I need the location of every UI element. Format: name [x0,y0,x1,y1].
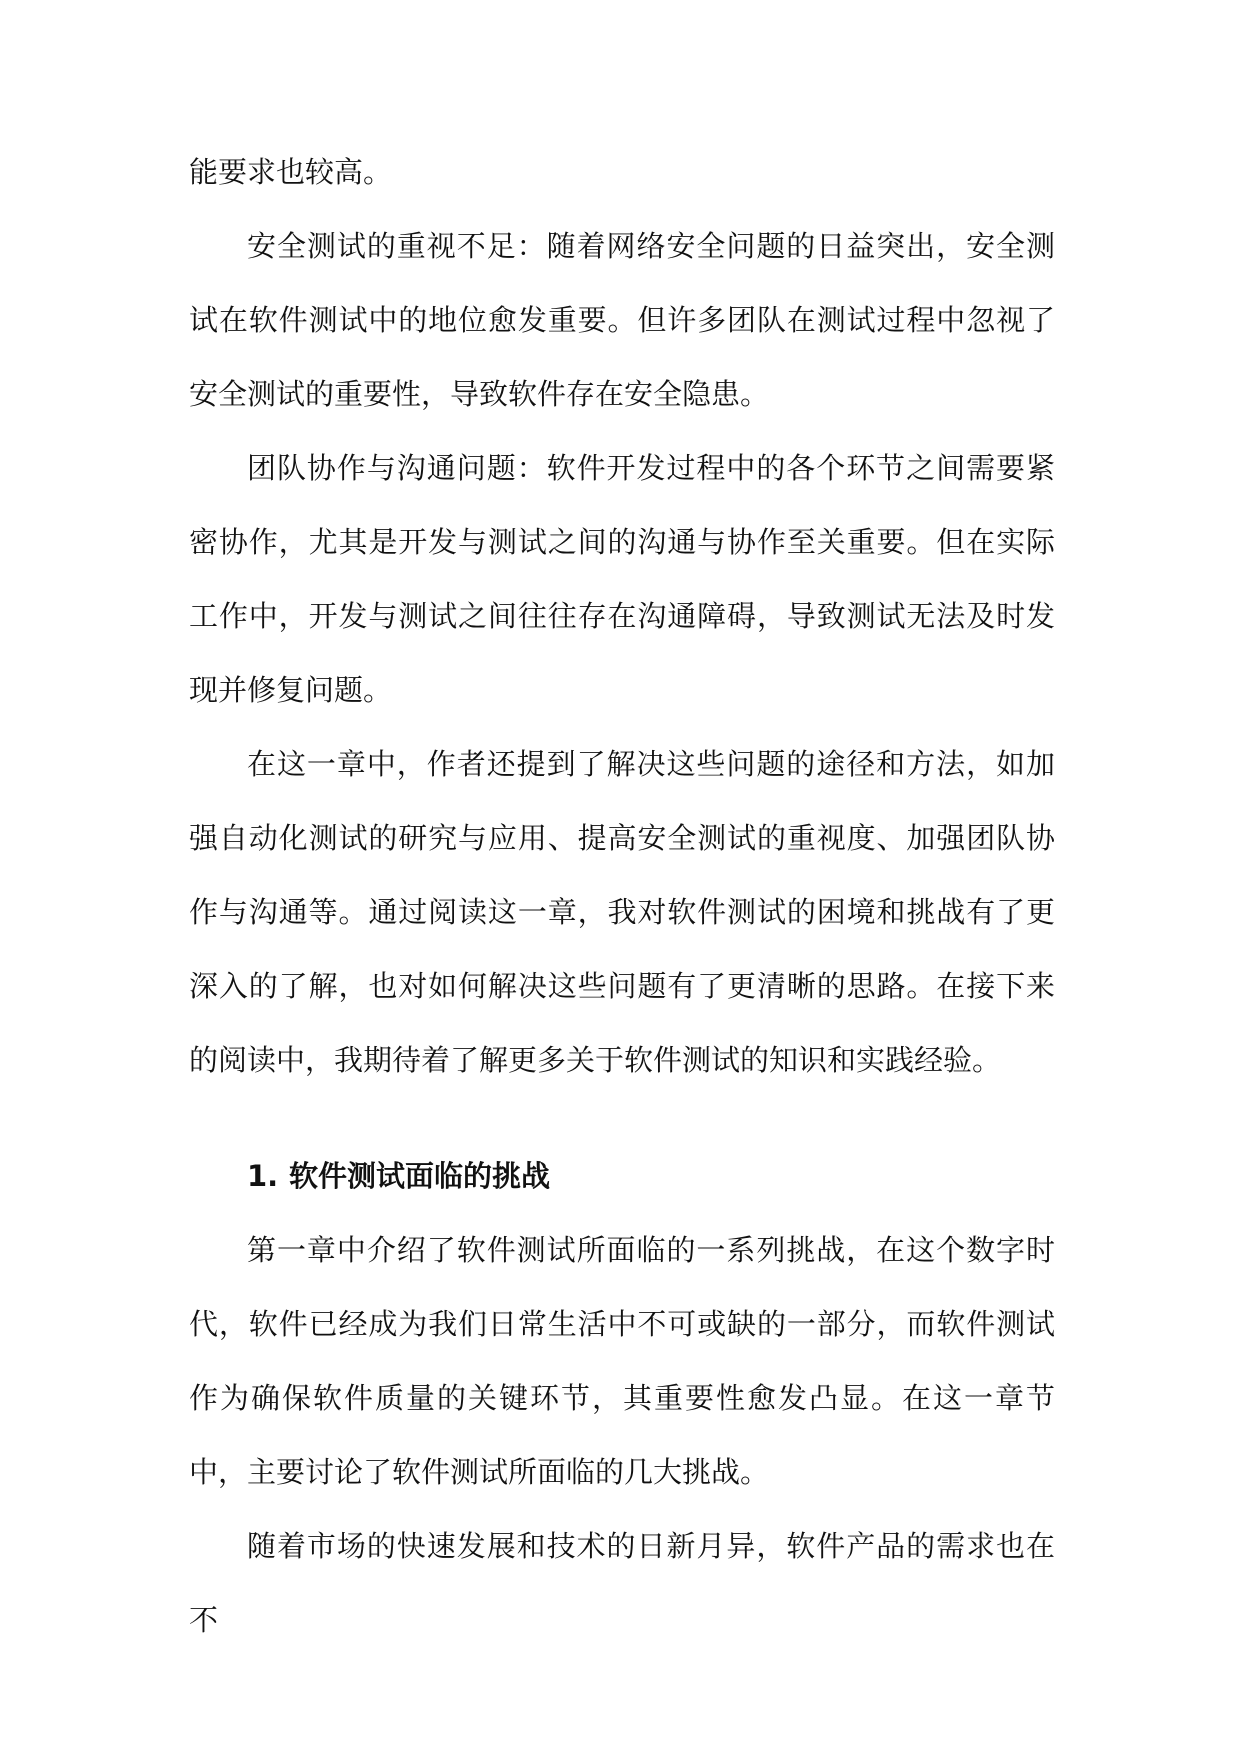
document-body [189,135,1055,1657]
section-title: 软件测试面临的挑战 [289,1159,551,1193]
paragraph: 安全测试的重视不足：随着网络安全问题的日益突出，安全测试在软件测试中的地位愈发重要。但许多团队在测试过程中忽视了安全测试的重要性，导致软件存在安全隐患。 [189,229,1055,411]
paragraph: 随着市场的快速发展和技术的日新月异，软件产品的需求也在不 [189,1529,1055,1637]
section-heading [189,1139,1055,1213]
section-spacer [189,1097,1055,1139]
paragraph: 第一章中介绍了软件测试所面临的一系列挑战，在这个数字时代，软件已经成为我们日常生活中不可或缺的一部分，而软件测试作为确保软件质量的关键环节，其重要性愈发凸显。在这一章节中，主要讨论了软件测试所面临的几大挑战。 [189,1233,1055,1489]
paragraph: 能要求也较高。 [189,155,393,189]
paragraph: 团队协作与沟通问题：软件开发过程中的各个环节之间需要紧密协作，尤其是开发与测试之间的沟通与协作至关重要。但在实际工作中，开发与测试之间往往存在沟通障碍，导致测试无法及时发现并修复问题。 [189,451,1055,707]
section-number: 1. [247,1159,279,1193]
paragraph: 在这一章中，作者还提到了解决这些问题的途径和方法，如加强自动化测试的研究与应用、提高安全测试的重视度、加强团队协作与沟通等。通过阅读这一章，我对软件测试的困境和挑战有了更深入的了解，也对如何解决这些问题有了更清晰的思路。在接下来的阅读中，我期待着了解更多关于软件测试的知识和实践经验。 [189,747,1055,1077]
